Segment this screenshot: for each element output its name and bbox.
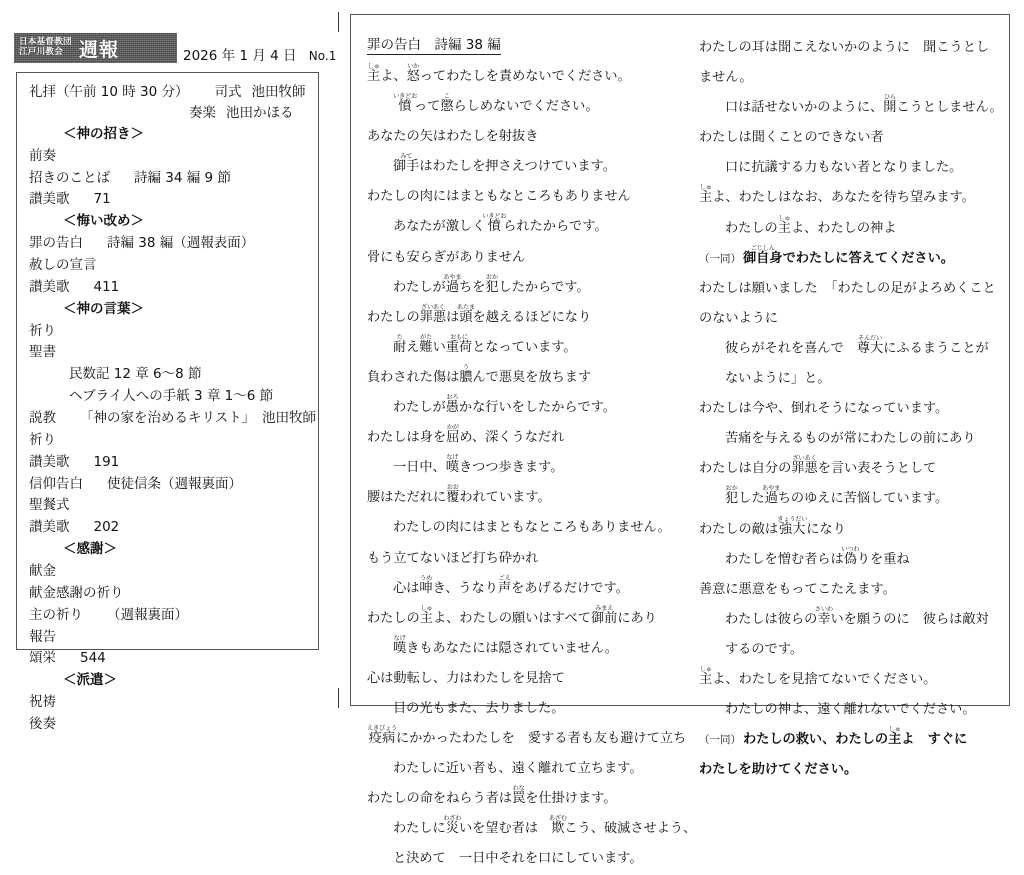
order-item-label: 罪の告白 [29,235,83,252]
confession-line: 主しゅよ、わたしを見捨てないでください。 [699,665,937,687]
confession-line: 主しゅよ、怒いかってわたしを責めないでください。 [367,63,631,84]
order-section-heading: ＜派遣＞ [63,672,117,689]
confession-line: あなたの矢はわたしを射抜き [367,129,539,145]
confession-line: 一日中、嘆なげきつつ歩きます。 [393,454,564,476]
issue-line [183,44,336,64]
musician-role: 奏楽 [189,104,216,121]
order-item-value: 191 [93,453,120,470]
order-item-value: （週報裏面） [107,606,188,623]
order-item [29,714,308,736]
confession-line: わたしの主しゅよ、わたしの神よ [725,214,897,236]
masthead-church: 江戸川教会 [19,47,64,57]
order-item-label: 讃美歌 [29,453,70,470]
confession-line: わたしは今や、倒れそうになっています。 [699,401,949,417]
order-item [29,342,308,364]
confession-line: わたしを憎む者らは偽いつわりを重ね [725,545,910,567]
order-item-label: 聖書 [29,344,56,361]
confession-line: わたしの命をねらう者は罠わなを仕掛けます。 [367,785,617,807]
confession-line: のないように [699,310,779,326]
order-item [29,474,308,496]
order-item [29,408,316,430]
confession-line: わたしは自分の罪悪ざいあくを言い表そうとして [699,455,937,477]
order-section-heading: ＜神の招き＞ [63,125,144,142]
unison-marker: （一同） [699,734,741,747]
confession-line: わたしは身を屈かがめ、深くうなだれ [367,424,565,446]
order-item-value: 「神の家を治めるキリスト」 池田牧師 [80,410,316,427]
confession-line: 心は動転し、力はわたしを見捨て [367,670,565,686]
confession-line: わたしの耳は聞こえないかのように 聞こうとし [699,40,990,55]
confession-line: 犯おかした過あやまちのゆえに苦悩しています。 [725,485,949,507]
confession-line: 疫病えきびょうにかかったわたしを 愛する者も友も避けて立ち [367,725,687,747]
confession-columns [351,15,1009,875]
masthead-title: 週報 [78,38,119,61]
confession-line: わたしは彼らの幸さいわいを願うのに 彼らは敵対 [725,605,989,627]
confession-line: 彼らがそれを喜んで 尊大そんだいにふるまうことが [725,334,989,356]
order-item [29,452,308,474]
order-item [29,168,308,190]
confession-line: 口は話せないかのように、開ひらこうとしません。 [725,94,1003,116]
order-item [29,648,308,670]
bulletin-page-right [350,14,1010,867]
unison-marker: （一同） [699,252,741,265]
confession-column-right [681,33,1003,875]
spine-tick-top [338,12,339,32]
confession-title: 罪の告白 詩編 38 編 [367,33,501,55]
order-item [29,321,308,343]
confession-line: わたしは聞くことのできない者 [699,130,884,146]
order-item [29,583,308,605]
confession-line: わたしの肉にはまともなところもありません。 [393,520,671,536]
confession-verses-right [699,33,1003,785]
order-item [29,233,308,255]
order-section-heading: ＜悔い改め＞ [63,213,144,230]
confession-line: わたしが過あやまちを犯おかしたからです。 [393,273,590,295]
order-item [29,364,308,386]
order-of-service-box [16,72,319,733]
order-item [29,430,308,452]
confession-line: わたしを助けてください。 [699,762,858,778]
order-item-value: 202 [93,519,120,536]
order-item-label: 後奏 [29,716,56,733]
order-item-label: 讃美歌 [29,519,70,536]
confession-line: わたしの敵は強大きょうだいになり [699,515,846,537]
confession-line: わたしに災わざわいを望む者は 欺あざむこう、破滅させよう、 [393,815,697,837]
issue-number: No.1 [308,49,337,63]
confession-unison-line: （一同） 御自身ごじしんでわたしに答えてください。 [699,244,954,266]
order-section-heading: ＜神の言葉＞ [63,300,144,317]
order-item-label: 献金 [29,563,56,580]
order-item [29,495,308,517]
order-item-label: 赦しの宣言 [29,257,97,273]
order-item-label: 報告 [29,628,56,645]
confession-line: 耐たえ難がたい重荷おもにとなっています。 [393,333,577,355]
masthead-church-name [19,38,72,58]
confession-line: と決めて 一日中それを口にしています。 [393,851,643,867]
order-item [29,189,308,211]
masthead-logo [14,33,177,63]
masthead-denomination: 日本基督教団 [19,37,72,48]
officiant-name: 池田牧師 [251,84,306,100]
confession-line: わたしの主しゅよ、わたしの願いはすべて御前みまえにあり [367,604,657,626]
order-item [29,605,308,627]
confession-line: 負わされた傷は膿うんで悪臭を放ちます [367,363,592,385]
confession-line: ません。 [699,70,753,86]
confession-line: 口に抗議する力もない者となりました。 [725,160,963,176]
order-item-value: 民数記 12 章 6〜8 節 [69,366,202,383]
order-item-label: 前奏 [29,147,56,164]
confession-verses-left [367,62,697,875]
order-item-label: 祝祷 [29,694,56,711]
order-item [29,386,308,408]
confession-line: 善意に悪意をもってこたえます。 [699,581,896,597]
order-item-label: 招きのことば [29,169,110,186]
issue-date: 2026 年 1 月 4 日 [183,48,297,64]
confession-line: ないように」と。 [725,371,831,387]
confession-line: わたしは願いました 「わたしの足がよろめくこと [699,280,996,296]
confession-line: 目の光もまた、去りました。 [393,700,565,716]
order-item-label: 讃美歌 [29,191,70,208]
order-item [29,627,308,649]
order-item-value: 使徒信条（週報裏面） [107,475,242,492]
confession-line: 主しゅよ、わたしはなお、あなたを待ち望みます。 [699,184,975,206]
service-heading: 礼拝（午前 10 時 30 分） [29,84,189,100]
order-item-label: 祈り [29,322,56,339]
confession-line: 憤いきどおって懲こらしめないでください。 [393,93,599,115]
confession-line: 骨にも安らぎがありません [367,249,526,265]
confession-column-left [367,33,697,875]
spine-tick-bottom [338,688,339,708]
order-item-label: 聖餐式 [29,497,70,514]
confession-line: 嘆なげきもあなたには隠されていません。 [393,634,618,656]
confession-line: 御手みてはわたしを押さえつけています。 [393,153,616,175]
confession-line: わたしに近い者も、遠く離れて立ちます。 [393,761,643,777]
order-item-value: 詩編 38 編（週報表面） [107,235,255,252]
order-item-label: 信仰告白 [29,475,83,492]
order-item [29,692,308,714]
confession-line: わたしの肉にはまともなところもありません [367,189,631,205]
order-item-value: 411 [93,278,120,295]
order-item-label: 祈り [29,431,56,448]
confession-line: もう立てないほど打ち砕かれ [367,550,539,566]
order-item [29,561,308,583]
bulletin-page-left [0,0,338,733]
order-item [29,277,308,299]
order-of-service-list [29,124,316,736]
confession-line: 心は呻うめき、うなり声ごえをあげるだけです。 [393,574,629,596]
order-item-value: ヘブライ人への手紙 3 章 1〜6 節 [69,388,274,405]
order-item-label: 説教 [29,410,56,427]
confession-line: 苦痛を与えるものが常にわたしの前にあり [725,431,976,447]
confession-unison-line: （一同） わたしの救い、わたしの主しゅよ すぐに [699,726,968,748]
order-item [29,146,308,168]
service-heading-row [29,82,308,103]
confession-line: 腰はただれに覆おおわれています。 [367,484,551,506]
musician-name: 池田かほる [226,104,294,121]
confession-line: あなたが激しく憤いきどおられたからです。 [393,213,608,235]
order-item [29,255,308,277]
page-spine [338,0,340,719]
confession-line: するのです。 [725,641,804,657]
order-item-value: 詩編 34 編 9 節 [134,169,231,186]
order-item-label: 主の祈り [29,606,83,623]
order-item-label: 献金感謝の祈り [29,584,124,601]
confession-line: わたしの罪悪ざいあくは頭あたまを越えるほどになり [367,303,592,325]
order-section-heading: ＜感謝＞ [63,541,117,558]
order-item [29,517,308,539]
musician-row [29,103,308,124]
confession-line: わたしが愚おろかな行いをしたからです。 [393,394,616,416]
confession-line: わたしの神よ、遠く離れないでください。 [725,702,976,718]
officiant-role: 司式 [214,84,242,100]
order-item-label: 讃美歌 [29,278,70,295]
order-item-value: 544 [80,650,106,667]
order-item-label: 頌栄 [29,650,56,667]
order-item-value: 71 [93,191,111,208]
